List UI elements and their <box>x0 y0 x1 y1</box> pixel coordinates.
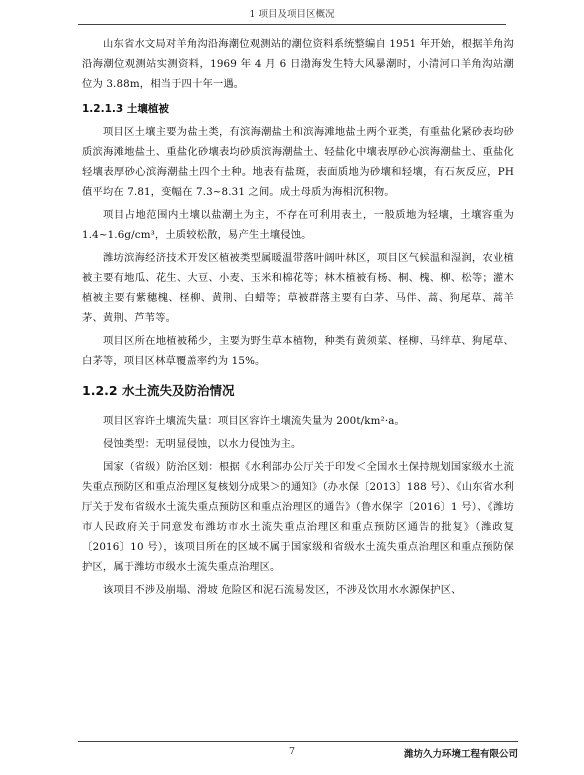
company-name: 潍坊久力环境工程有限公司 <box>403 749 518 760</box>
erosion-paragraph-3: 国家（省级）防治区划：根据《水利部办公厅关于印发＜全国水土保持规划国家级水土流失重点预防区和重点治理区复核划分成果＞的通知》（办水保〔2013〕188 号）、《山东省水利厅关于发布省级水土流失重点预防区和重点治理区的通告》（鲁水保字〔2016〕1 号）、《潍坊市人民政府关于同意发布潍坊市水土流失重点治理区和重点预防区通告的批复》（潍政复〔2016〕10 号），该项目所在的区域不属于国家级和省级水土流失重点治理区和重点预防保护区，属于潍坊市级水土流失重点治理区。 <box>82 461 514 573</box>
soil-paragraph-1: 项目区土壤主要为盐土类，有滨海潮盐土和滨海滩地盐土两个亚类，有重盐化紧砂表均砂质滨海滩地盐土、重盐化砂壤表均砂质滨海潮盐土、轻盐化中壤表厚砂心滨海潮盐土、重盐化轻壤表厚砂心滨海潮盐土四个土种。地表有盐斑，表面质地为砂壤和轻壤，有石灰反应，PH 值平均在 7.81，变幅在 7.3~8.31 之间。成土母质为海相沉积物。 <box>82 126 514 198</box>
heading-soil-vegetation: 1.2.1.3 土壤植被 <box>82 103 169 115</box>
heading-soil-erosion: 1.2.2 水土流失及防治情况 <box>82 383 235 398</box>
footer-divider <box>78 741 518 742</box>
page-body <box>82 34 514 603</box>
soil-paragraph-2: 项目占地范围内土壤以盐潮土为主，不存在可利用表土，一般质地为轻壤，土壤容重为 1.4~1.6g/cm³，土质较松散，易产生土壤侵蚀。 <box>82 209 514 241</box>
vegetation-paragraph-2: 项目区所在地植被稀少，主要为野生草本植物，种类有黄须菜、柽柳、马绊草、狗尾草、白茅等，项目区林草覆盖率约为 15%。 <box>82 335 514 367</box>
page-number: 7 <box>288 746 296 757</box>
erosion-paragraph-2: 侵蚀类型：无明显侵蚀，以水力侵蚀为主。 <box>103 438 302 450</box>
erosion-paragraph-4: 该项目不涉及崩塌、滑坡 危险区和泥石流易发区，不涉及饮用水水源保护区、 <box>103 584 462 596</box>
vegetation-paragraph-1: 潍坊滨海经济技术开发区植被类型属暖温带落叶阔叶林区，项目区气候温和湿润，农业植被主要有地瓜、花生、大豆、小麦、玉米和棉花等；林木植被有杨、桐、槐、柳、松等；灌木植被主要有紫穗槐、柽柳、黄荆、白蜡等；草被群落主要有白茅、马伴、蒿、狗尾草、蒿羊茅、黄荆、芦苇等。 <box>82 252 514 324</box>
erosion-paragraph-1: 项目区容许土壤流失量：项目区容许土壤流失量为 200t/km²·a。 <box>103 415 406 427</box>
page-header: 1 项目及项目区概况 <box>78 6 506 25</box>
intro-paragraph: 山东省水文局对羊角沟沿海潮位观测站的潮位资料系统整编自 1951 年开始，根据羊角沟沿海潮位观测站实测资料，1969 年 4 月 6 日渤海发生特大风暴潮时，小清河口羊角沟站潮位为 3.88m，相当于四十年一遇。 <box>82 38 514 90</box>
